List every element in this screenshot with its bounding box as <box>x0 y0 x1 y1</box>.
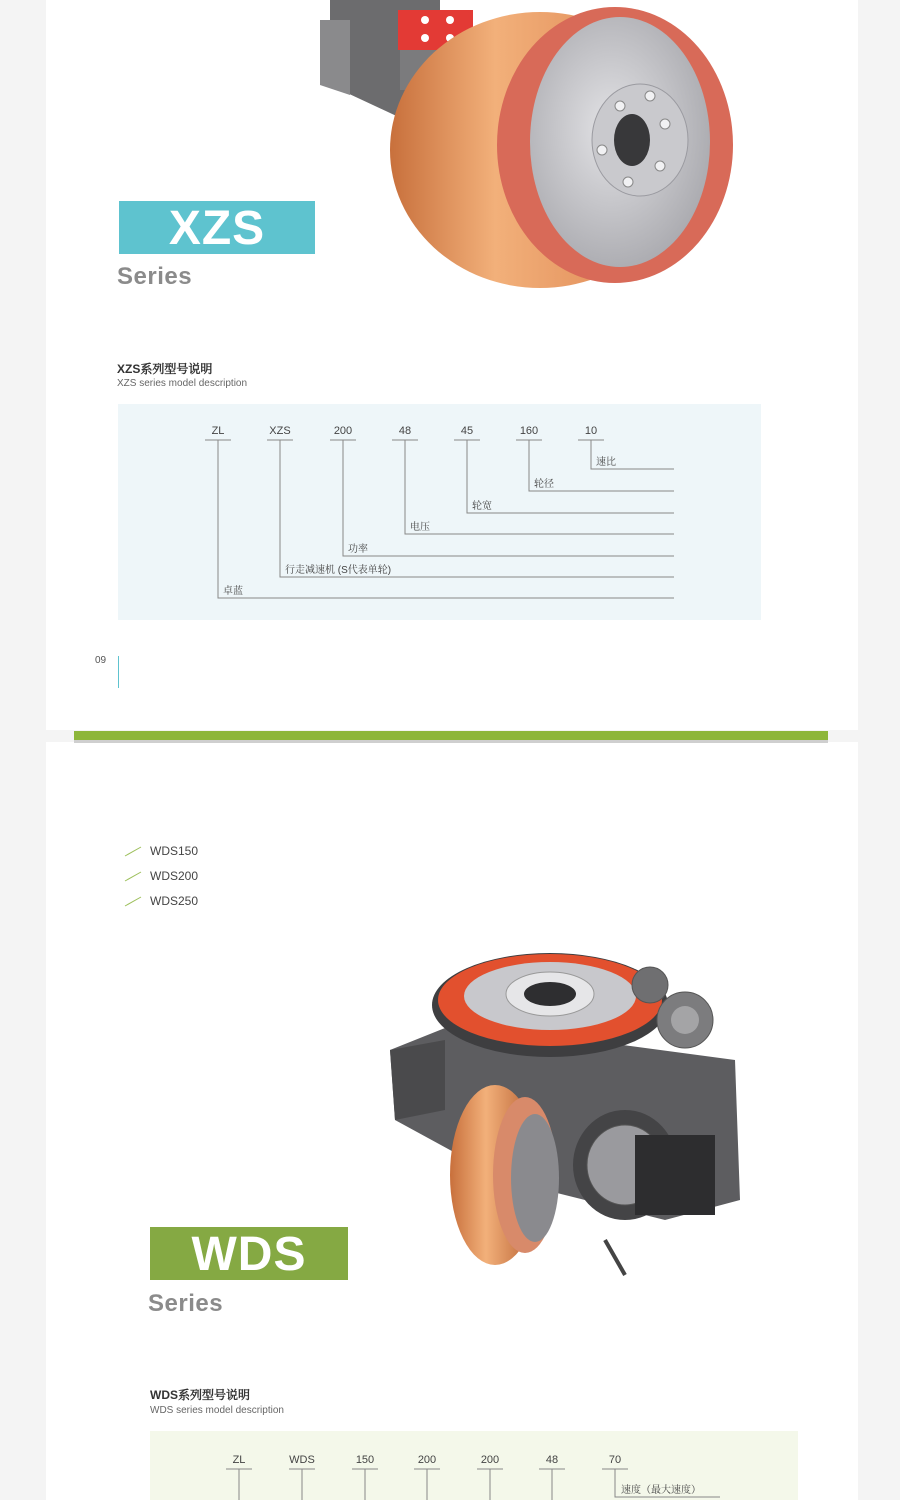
xzs-code-power: 200 <box>333 425 353 437</box>
list-item <box>124 863 198 888</box>
slash-bullet-icon <box>124 845 144 857</box>
xzs-code-series: XZS <box>269 425 291 437</box>
xzs-code-wheel-width: 45 <box>460 425 474 437</box>
wds-description-subtitle: WDS series model description <box>150 1405 284 1416</box>
wds-code-6: 48 <box>545 1454 559 1466</box>
list-item <box>124 838 198 863</box>
wds-label-speed: 速度（最大速度） <box>621 1485 701 1496</box>
xzs-series-label: Series <box>117 263 193 290</box>
xzs-label-power: 功率 <box>348 544 368 555</box>
wds-model-250: WDS250 <box>150 893 199 908</box>
wds-code-brand: ZL <box>232 1454 246 1466</box>
xzs-series-badge: XZS <box>119 201 315 254</box>
page-number: 09 <box>95 655 107 666</box>
xzs-label-ratio: 速比 <box>596 457 616 468</box>
wds-series-label: Series <box>148 1290 224 1317</box>
slash-bullet-icon <box>124 895 144 907</box>
page-number-rule <box>118 656 119 688</box>
xzs-description-title: XZS系列型号说明 <box>117 362 213 376</box>
page-divider <box>74 731 828 740</box>
xzs-code-ratio: 10 <box>584 425 598 437</box>
xzs-label-wheel-diameter: 轮径 <box>534 479 554 490</box>
wds-model-code-diagram <box>150 1431 798 1500</box>
xzs-code-wheel-diameter: 160 <box>519 425 539 437</box>
xzs-drive-wheel-image <box>310 0 740 295</box>
wds-series-badge: WDS <box>150 1227 348 1280</box>
slash-bullet-icon <box>124 870 144 882</box>
wds-description-title: WDS系列型号说明 <box>150 1388 250 1402</box>
wds-steering-drive-image <box>385 950 745 1280</box>
xzs-model-code-diagram <box>118 404 761 620</box>
wds-code-speed: 70 <box>608 1454 622 1466</box>
xzs-description-subtitle: XZS series model description <box>117 378 248 389</box>
wds-code-series: WDS <box>289 1454 315 1466</box>
wds-model-list <box>124 838 198 913</box>
wds-model-200: WDS200 <box>150 868 199 883</box>
xzs-code-brand: ZL <box>211 425 225 437</box>
xzs-code-voltage: 48 <box>398 425 412 437</box>
xzs-label-series: 行走减速机 (S代表单轮) <box>285 565 392 576</box>
wds-code-3: 150 <box>355 1454 375 1466</box>
wds-code-5: 200 <box>480 1454 500 1466</box>
list-item <box>124 888 198 913</box>
xzs-label-brand: 卓蓝 <box>223 586 243 597</box>
wds-model-150: WDS150 <box>150 843 199 858</box>
wds-code-4: 200 <box>417 1454 437 1466</box>
page-divider-shadow <box>74 740 828 743</box>
xzs-label-wheel-width: 轮宽 <box>472 501 492 512</box>
xzs-label-voltage: 电压 <box>410 522 430 533</box>
